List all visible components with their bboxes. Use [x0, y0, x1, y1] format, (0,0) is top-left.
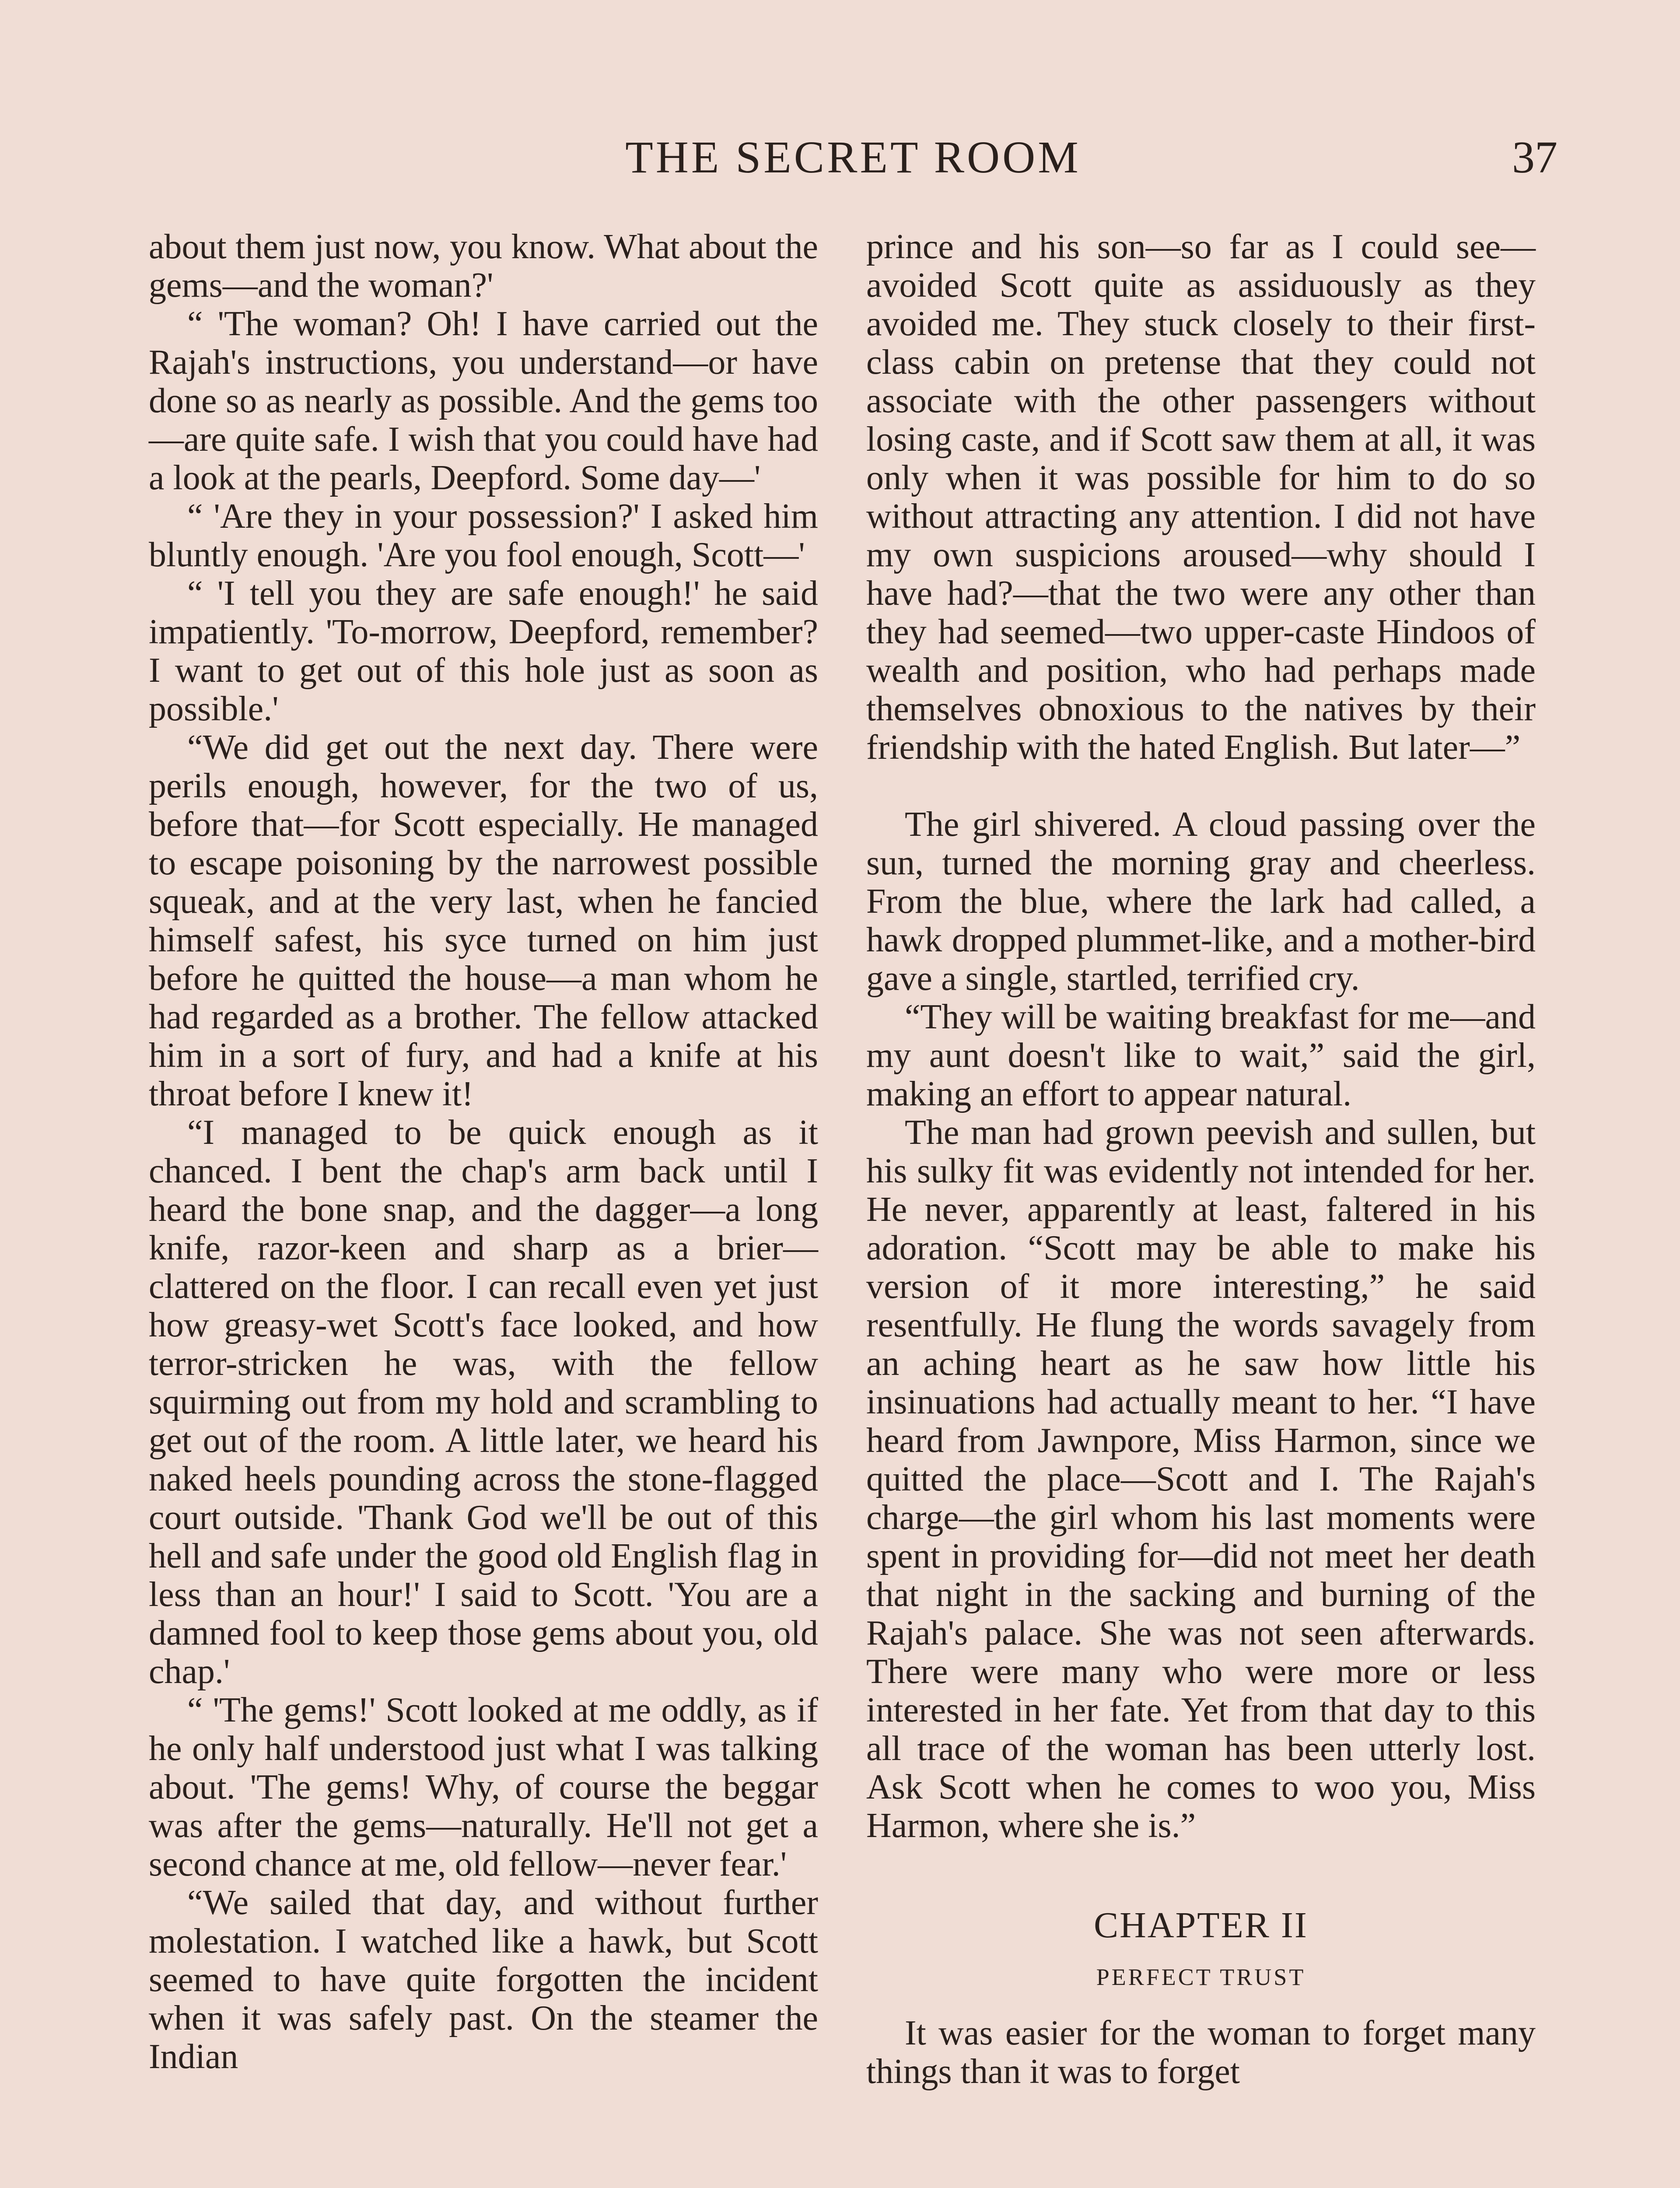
- chapter-subtitle: PERFECT TRUST: [1096, 1964, 1306, 1990]
- paragraph: “ 'Are they in your possession?' I asked him bluntly enough. 'Are you fool enough, Scott—': [149, 497, 818, 574]
- paragraph: The girl shivered. A cloud passing over the sun, turned the morning gray and cheerless. From the blue, where the lark had called, a hawk dropped plummet-like, and a mother-bird gave a single, startled, terrified cry.: [866, 805, 1536, 998]
- page-header: [149, 127, 1558, 188]
- paragraph: prince and his son—so far as I could see—avoided Scott quite as assiduously as they avoided me. They stuck closely to their first-class cabin on pretense that they could not associate with the other passengers without losing caste, and if Scott saw them at all, it was only when it was possible for him to do so without attracting any attention. I did not have my own suspicions aroused—why should I have had?—that the two were any other than they had seemed—two upper-caste Hindoos of wealth and position, who had perhaps made themselves obnoxious to the natives by their friendship with the hated English. But later—”: [866, 228, 1536, 767]
- page-number: 37: [1512, 132, 1558, 182]
- chapter-title: CHAPTER II: [1094, 1905, 1308, 1946]
- paragraph: “We did get out the next day. There were perils enough, however, for the two of us, before that—for Scott especially. He managed to escape poisoning by the narrowest possible squeak, and at the very last, when he fancied himself safest, his syce turned on him just before he quitted the house—a man whom he had regarded as a brother. The fellow attacked him in a sort of fury, and had a knife at his throat before I knew it!: [149, 728, 818, 1113]
- running-title: THE SECRET ROOM: [625, 132, 1081, 182]
- paragraph: “ 'The gems!' Scott looked at me oddly, as if he only half understood just what I was talking about. 'The gems! Why, of course the beggar was after the gems—naturally. He'll not get a second chance at me, old fellow—never fear.': [149, 1691, 818, 1883]
- right-column: [866, 228, 1536, 2091]
- left-column: [149, 228, 818, 2076]
- paragraph: The man had grown peevish and sullen, but his sulky fit was evidently not intended for her. He never, apparently at least, faltered in his adoration. “Scott may be able to make his version of it more interesting,” he said resentfully. He flung the words savagely from an aching heart as he saw how little his insinuations had actually meant to her. “I have heard from Jawnpore, Miss Harmon, since we quitted the place—Scott and I. The Rajah's charge—the girl whom his last moments were spent in providing for—did not meet her death that night in the sacking and burning of the Rajah's palace. She was not seen afterwards. There were many who were more or less interested in her fate. Yet from that day to this all trace of the woman has been utterly lost. Ask Scott when he comes to woo you, Miss Harmon, where she is.”: [866, 1113, 1536, 1845]
- paragraph: “ 'I tell you they are safe enough!' he said impatiently. 'To-morrow, Deepford, remember? I want to get out of this hole just as soon as possible.': [149, 574, 818, 728]
- chapter-opening-paragraph: It was easier for the woman to forget many things than it was to forget: [866, 2014, 1536, 2091]
- paragraph: “They will be waiting breakfast for me—and my aunt doesn't like to wait,” said the girl, making an effort to appear natural.: [866, 998, 1536, 1113]
- paragraph: “We sailed that day, and without further molestation. I watched like a hawk, but Scott seemed to have quite forgotten the incident when it was safely past. On the steamer the Indian: [149, 1883, 818, 2076]
- paragraph: “ 'The woman? Oh! I have carried out the Rajah's instructions, you understand—or have done so as nearly as possible. And the gems too—are quite safe. I wish that you could have had a look at the pearls, Deepford. Some day—': [149, 305, 818, 497]
- paragraph: about them just now, you know. What about the gems—and the woman?': [149, 228, 818, 305]
- paragraph: “I managed to be quick enough as it chanced. I bent the chap's arm back until I heard the bone snap, and the dagger—a long knife, razor-keen and sharp as a brier—clattered on the floor. I can recall even yet just how greasy-wet Scott's face looked, and how terror-stricken he was, with the fellow squirming out from my hold and scrambling to get out of the room. A little later, we heard his naked heels pounding across the stone-flagged court outside. 'Thank God we'll be out of this hell and safe under the good old English flag in less than an hour!' I said to Scott. 'You are a damned fool to keep those gems about you, old chap.': [149, 1113, 818, 1691]
